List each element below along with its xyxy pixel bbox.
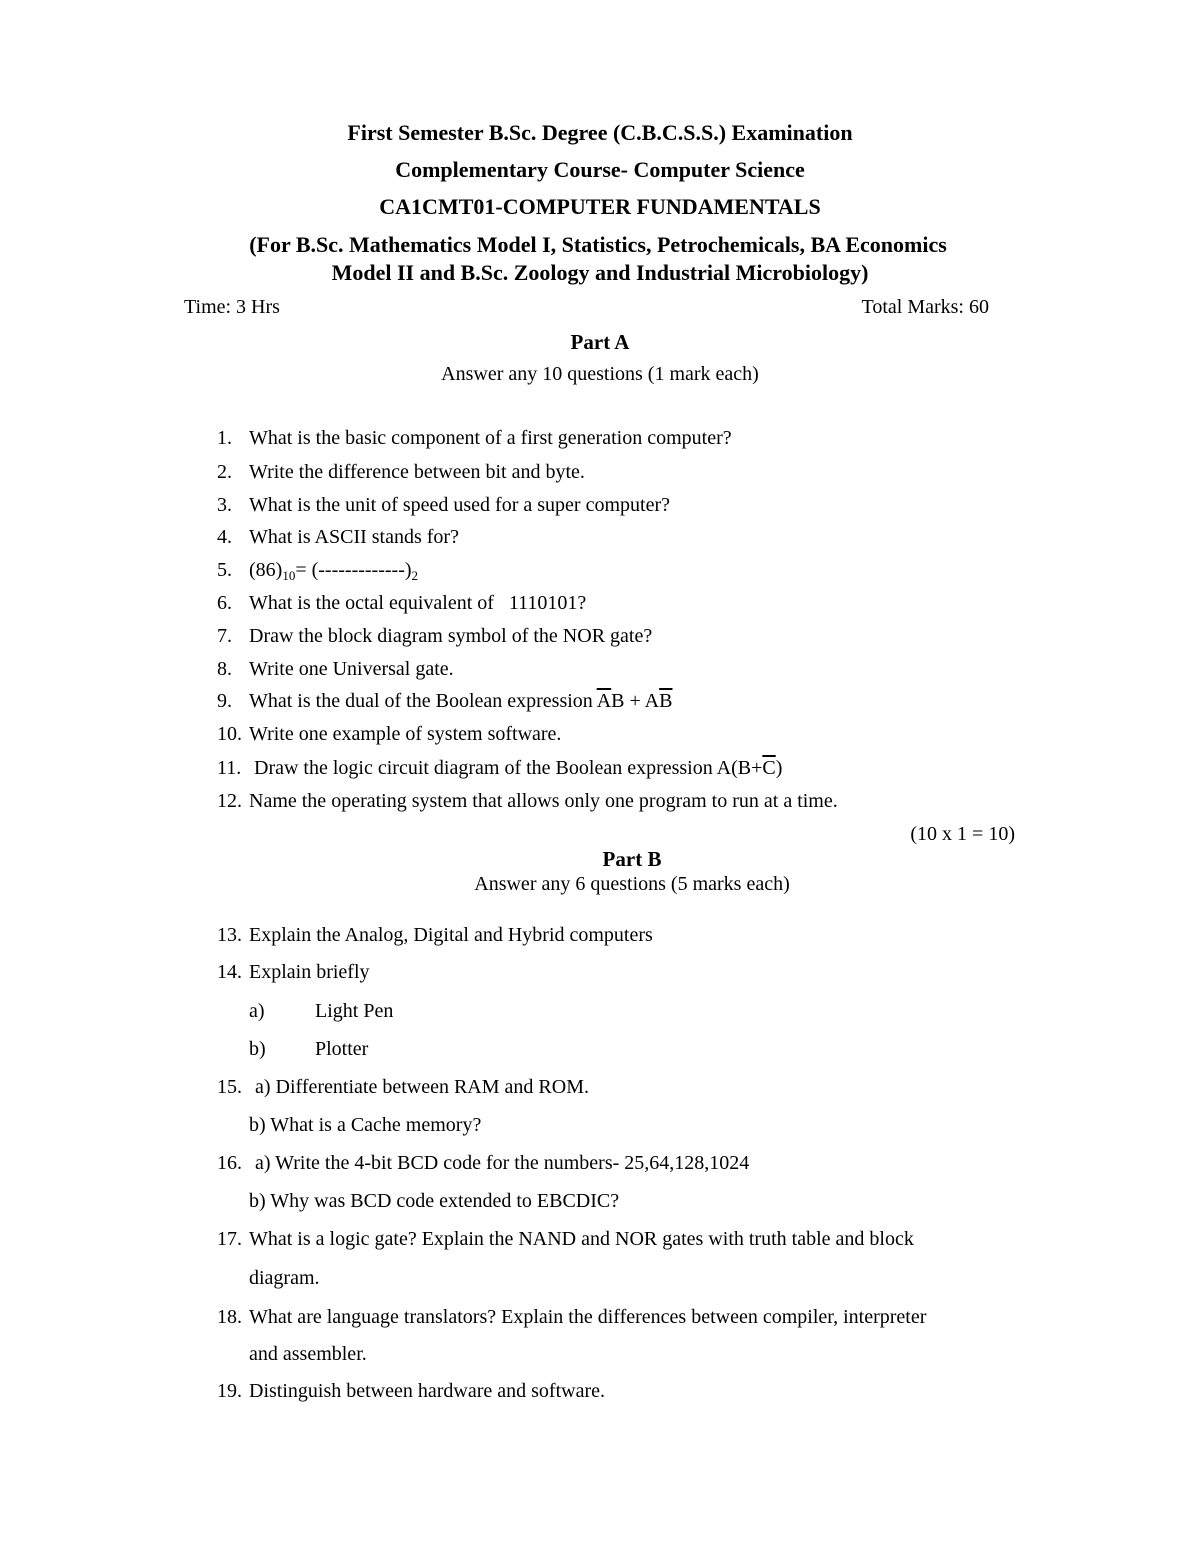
question-text: and assembler.	[249, 1343, 367, 1365]
question-number: 13.	[217, 924, 242, 946]
sub-text: Light Pen	[315, 1000, 394, 1022]
sub-text: Plotter	[315, 1038, 369, 1060]
question-text: What is a logic gate? Explain the NAND and NOR gates with truth table and block	[249, 1228, 914, 1250]
question-number: 17.	[217, 1228, 242, 1250]
question-text: diagram.	[249, 1267, 320, 1289]
question-text: a) Differentiate between RAM and ROM.	[255, 1076, 589, 1098]
question-prompt: Draw the logic circuit diagram of the Boolean expression A(B+	[249, 757, 763, 779]
question-number: 19.	[217, 1380, 242, 1402]
question-text: Name the operating system that allows only one program to run at a time.	[249, 790, 838, 812]
time-label: Time: 3 Hrs	[184, 296, 280, 318]
question-number: 16.	[217, 1152, 242, 1174]
question-text: a) Write the 4-bit BCD code for the numbers- 25,64,128,1024	[255, 1152, 750, 1174]
exam-title: First Semester B.Sc. Degree (C.B.C.S.S.) Examination	[347, 120, 853, 145]
question-number: 10.	[217, 723, 242, 745]
question-prompt: What is the dual of the Boolean expression	[249, 690, 597, 712]
question-number: 2.	[217, 461, 232, 483]
question-text: What are language translators? Explain the differences between compiler, interpreter	[249, 1306, 927, 1328]
question-number: 8.	[217, 658, 232, 680]
question-text	[249, 690, 672, 713]
question-number: 3.	[217, 494, 232, 516]
part-b-title: Part B	[602, 847, 662, 871]
course-name: Complementary Course- Computer Science	[395, 157, 805, 182]
question-text: b) Why was BCD code extended to EBCDIC?	[249, 1190, 620, 1212]
question-number: 9.	[217, 690, 232, 712]
question-number: 4.	[217, 526, 232, 548]
base-10-subscript: 10	[282, 568, 296, 583]
question-text	[249, 559, 418, 582]
question-number: 1.	[217, 427, 232, 449]
question-16-part-b	[249, 1190, 619, 1213]
number-blank: = (-------------)	[295, 559, 412, 581]
expr-close: )	[775, 757, 783, 779]
question-number: 11.	[217, 757, 242, 779]
question-text: Draw the block diagram symbol of the NOR gate?	[249, 625, 653, 647]
question-text: Distinguish between hardware and software.	[249, 1380, 605, 1402]
base-2-subscript: 2	[411, 568, 419, 583]
question-text: What is the octal equivalent of 1110101?	[249, 592, 587, 614]
question-number: 6.	[217, 592, 232, 614]
question-number: 7.	[217, 625, 232, 647]
question-text: What is ASCII stands for?	[249, 526, 459, 548]
question-number: 5.	[217, 559, 232, 581]
question-number: 12.	[217, 790, 242, 812]
expr-a-bar: $\overline{A}$	[596, 690, 612, 712]
paper-code: CA1CMT01-COMPUTER FUNDAMENTALS	[379, 194, 821, 219]
question-text: b) What is a Cache memory?	[249, 1114, 482, 1136]
part-a-marks: (10 x 1 = 10)	[910, 823, 1015, 845]
eligibility-line-2: Model II and B.Sc. Zoology and Industrial Microbiology)	[331, 260, 869, 285]
part-a-title: Part A	[570, 330, 630, 354]
question-number: 14.	[217, 961, 242, 983]
question-18-continued	[249, 1343, 367, 1366]
part-a-instruction: Answer any 10 questions (1 mark each)	[441, 363, 759, 385]
sub-label: a)	[249, 1000, 265, 1022]
expr-middle: B + A	[611, 690, 660, 712]
sub-label: b)	[249, 1038, 266, 1060]
expr-c-bar: $\overline{C}$	[762, 757, 776, 779]
number-decimal: (86)	[249, 559, 283, 581]
total-marks-label: Total Marks: 60	[861, 296, 989, 318]
question-text: Write the difference between bit and byte.	[249, 461, 585, 483]
question-15-part-b	[249, 1114, 481, 1137]
question-text: Write one Universal gate.	[249, 658, 454, 680]
eligibility-line-1: (For B.Sc. Mathematics Model I, Statistics, Petrochemicals, BA Economics	[249, 232, 947, 257]
question-number: 15.	[217, 1076, 242, 1098]
part-b-instruction: Answer any 6 questions (5 marks each)	[474, 873, 790, 895]
question-text: What is the basic component of a first generation computer?	[249, 427, 732, 449]
question-17-continued	[249, 1267, 320, 1290]
question-text	[249, 757, 782, 780]
question-text: Explain the Analog, Digital and Hybrid computers	[249, 924, 653, 946]
expr-b-bar: $\overline{B}$	[659, 690, 673, 712]
question-text: Explain briefly	[249, 961, 370, 983]
question-text: Write one example of system software.	[249, 723, 562, 745]
question-text: What is the unit of speed used for a super computer?	[249, 494, 670, 516]
question-number: 18.	[217, 1306, 242, 1328]
